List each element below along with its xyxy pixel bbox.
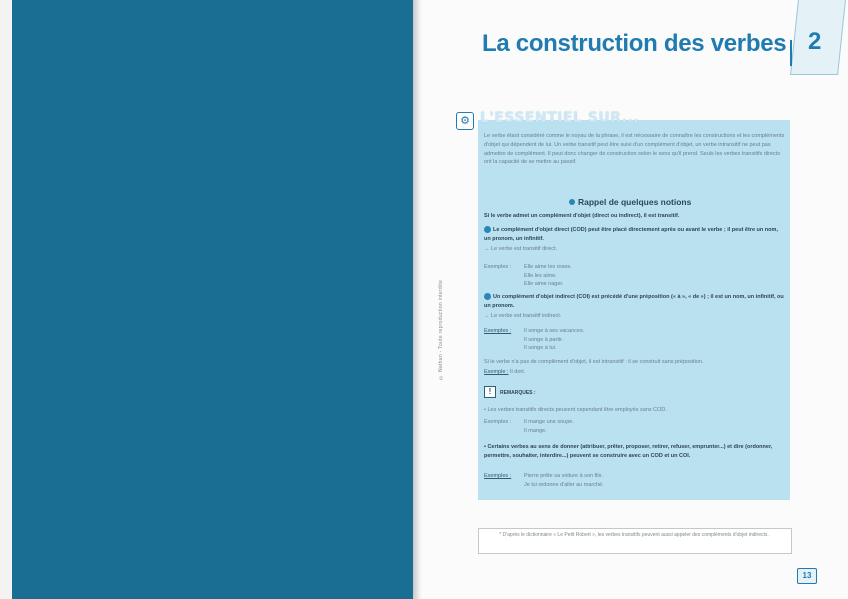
example-line: Elle aime les roses. bbox=[524, 264, 572, 270]
coi-arrow: → Le verbe est transitif indirect. bbox=[484, 313, 562, 319]
chapter-number: 2 bbox=[808, 28, 822, 55]
cod-rule bbox=[484, 226, 786, 243]
chapter-title: La construction des verbes bbox=[482, 30, 787, 57]
example-line: Je lui ordonne d'aller au marché. bbox=[524, 481, 604, 488]
cod-arrow: → Le verbe est transitif direct. bbox=[484, 246, 558, 252]
intransitif-example-label: Exemple : bbox=[484, 369, 509, 375]
coi-examples bbox=[524, 327, 584, 353]
intro-paragraph: Le verbe étant considéré comme le noyau de la phrase, il est nécessaire de connaître les constructions et les compléments d'objet qui dépendent de lui. Un verbe transitif peut être suivi d'un complément d'objet, un verbe intransitif ne peut pas admettre de complément. Il peut donc changer de construction selon le sens qu'il prend. Seuls les verbes transitifs directs ont la capacité de se mettre au passif. bbox=[484, 133, 785, 166]
coi-rule bbox=[484, 293, 786, 310]
remarques-label: REMARQUES : bbox=[500, 390, 536, 396]
cod-rule-text: Le complément d'objet direct (COD) peut être placé directement après ou avant le verbe ; il peut être un nom, un pronom, un infinitif. bbox=[484, 227, 778, 242]
intransitif-example-row bbox=[484, 368, 786, 377]
coi-rule-text: Un complément d'objet indirect (COI) est précédé d'une préposition (« à », « de ») ; il est un nom, un infinitif, ou un pronom. bbox=[484, 294, 784, 309]
copyright-credit: © Nathan - Toute reproduction interdite bbox=[438, 279, 444, 380]
page-number: 13 bbox=[797, 568, 817, 584]
gears-icon: ⚙ bbox=[456, 112, 474, 130]
transitif-rule: Si le verbe admet un complément d'objet (direct ou indirect), il est transitif. bbox=[484, 213, 680, 219]
example-line: Il mange. bbox=[524, 427, 547, 434]
footnote: * D'après le dictionnaire « Le Petit Robert », les verbes transitifs peuvent aussi appeler des compléments d'objet indirects. bbox=[499, 532, 769, 538]
exclamation-icon: ! bbox=[484, 386, 496, 398]
bullet-dot bbox=[569, 199, 575, 205]
example-line: Il songe à lui. bbox=[524, 345, 557, 352]
example-line: Il mange une soupe. bbox=[524, 419, 574, 425]
remarque-2: • Certains verbes au sens de donner (attribuer, prêter, proposer, retirer, refuser, emprunter...) et dire (ordonner, permettre, souhaiter, interdire...) peuvent se construire avec un COD et un COI. bbox=[484, 444, 773, 459]
example-line: Elle les aime. bbox=[524, 272, 557, 279]
example-line: Pierre prête sa voiture à son fils. bbox=[524, 473, 603, 479]
cod-examples bbox=[524, 263, 572, 289]
example-line: Il songe à ses vacances. bbox=[524, 328, 585, 334]
essentiel-title: L'ESSENTIEL SUR... bbox=[480, 110, 640, 126]
remarque2-examples bbox=[524, 472, 604, 489]
rappel-heading: Rappel de quelques notions bbox=[578, 197, 692, 207]
cod-examples-label: Exemples : bbox=[484, 264, 512, 270]
intransitif-example: Il dort. bbox=[510, 369, 526, 375]
intransitif-rule: Si le verbe n'a pas de complément d'objet, il est intransitif : il se construit sans préposition. bbox=[484, 359, 704, 365]
example-line: Il songe à partir. bbox=[524, 336, 564, 343]
blue-cover-panel bbox=[12, 0, 413, 599]
tab-divider bbox=[790, 40, 792, 66]
number-one-icon bbox=[484, 226, 491, 233]
coi-examples-label: Exemples : bbox=[484, 328, 512, 334]
remarque1-examples-label: Exemples : bbox=[484, 419, 512, 425]
left-page bbox=[0, 0, 418, 599]
example-line: Elle aime nager. bbox=[524, 281, 564, 288]
remarque1-examples bbox=[524, 418, 574, 435]
remarque-1: • Les verbes transitifs directs peuvent cependant être employés sans COD. bbox=[484, 407, 667, 413]
remarque2-examples-label: Exemples : bbox=[484, 473, 512, 479]
number-two-icon bbox=[484, 293, 491, 300]
